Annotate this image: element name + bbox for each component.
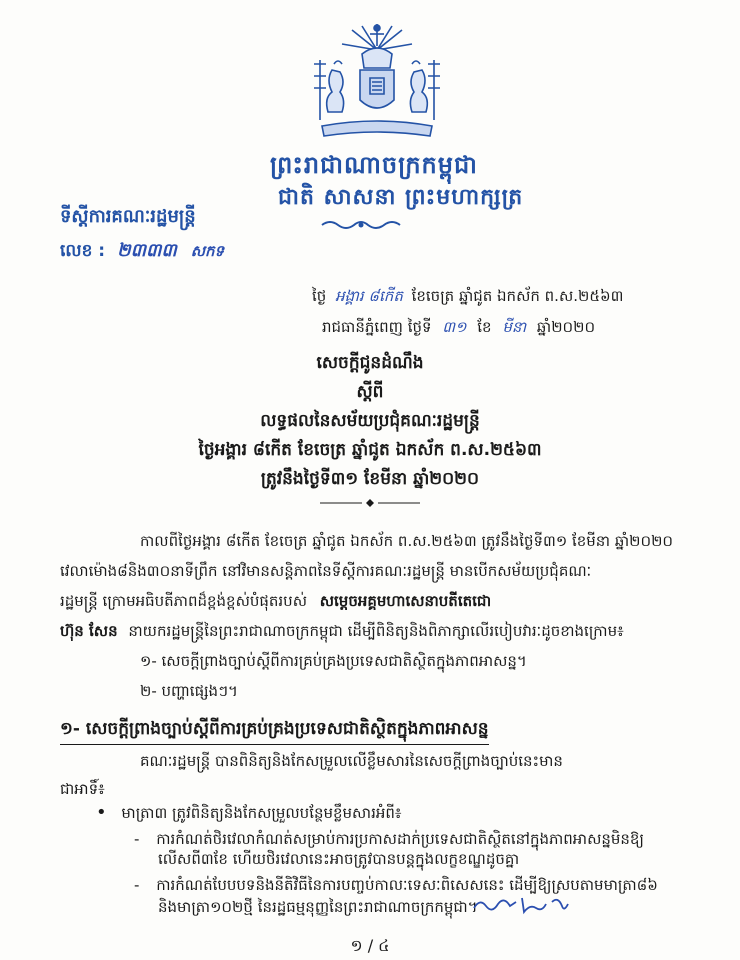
issuing-office: ទីស្តីការគណៈរដ្ឋមន្ត្រី <box>60 206 196 227</box>
date-handwritten-day: ៣១ <box>442 318 467 336</box>
intro-line-4-text: នាយករដ្ឋមន្ត្រីនៃព្រះរាជាណាចក្រកម្ពុជា ដើម្បីពិនិត្យនិងពិភាក្សាលើរបៀបវារៈដូចខាងក្រោម៖ <box>128 622 624 640</box>
title-divider <box>318 498 422 508</box>
notice-meeting-date-lunar: ថ្ងៃអង្គារ ៨កើត ខែចេត្រ ឆ្នាំជូត ឯកស័ក ព.ស.២៥៦៣ <box>198 440 542 460</box>
page-number: ១ / ៤ <box>350 936 390 955</box>
bullet-dot-icon: • <box>96 802 107 823</box>
date-handwritten-weekday: អង្គារ ៨កើត <box>335 287 403 305</box>
intro-line-4 <box>60 622 624 644</box>
gregorian-date-line <box>322 318 595 340</box>
date-handwritten-month: មីនា <box>502 318 527 336</box>
dash-marker-icon: - <box>134 830 140 848</box>
dash-marker-icon: - <box>134 876 140 894</box>
bullet-article-3-text: មាត្រា៣ ត្រូវពិនិត្យនិងកែសម្រួលបន្ថែមខ្លឹមសារអំពី៖ <box>121 804 402 822</box>
date-year: ឆ្នាំ២០២០ <box>536 318 596 336</box>
intro-line-1: កាលពីថ្ងៃអង្គារ ៨កើត ខែចេត្រ ឆ្នាំជូត ឯកស័ក ព.ស.២៥៦៣ ត្រូវនឹងថ្ងៃទី៣១ ខែមីនា ឆ្នាំ២០២០ <box>140 532 674 550</box>
national-motto: ជាតិ សាសនា ព្រះមហាក្សត្រ <box>278 185 524 210</box>
bullet-article-3 <box>96 802 402 826</box>
handwritten-initials-signature <box>470 892 570 916</box>
sub-item-2-line-1 <box>134 876 658 898</box>
notice-subject-label: ស្តីពី <box>356 382 384 402</box>
kingdom-heading: ព្រះរាជាណាចក្រកម្ពុជា <box>270 151 478 179</box>
intro-line-3 <box>60 592 491 614</box>
royal-coat-of-arms-emblem <box>312 20 442 144</box>
ornamental-divider <box>320 218 402 232</box>
sub-item-1-line-1 <box>134 830 644 852</box>
date-month-label: ខែ <box>477 318 492 336</box>
section-1-para-line-2: ជាអាទិ៍៖ <box>60 780 105 798</box>
agenda-item-2: ២- បញ្ហាផ្សេងៗ។ <box>140 682 238 700</box>
sub-item-2-text: ការកំណត់បែបបទនិងនីតិវិធីនៃការបញ្ចប់កាលៈទេសៈពិសេសនេះ ដើម្បីឱ្យស្របតាមមាត្រា៨៦ <box>156 876 658 894</box>
reference-number <box>60 238 224 265</box>
section-1-para-line-1: គណៈរដ្ឋមន្ត្រី បានពិនិត្យនិងកែសម្រួលលើខ្លឹមសារនៃសេចក្តីព្រាងច្បាប់នេះមាន <box>140 752 563 770</box>
notice-title: សេចក្តីជូនដំណឹង <box>316 353 424 373</box>
date-place-prefix: រាជធានីភ្នំពេញ ថ្ងៃទី <box>322 318 432 336</box>
sub-item-1-text: ការកំណត់ថិរវេលាកំណត់សម្រាប់ការប្រកាសដាក់ប្រទេសជាតិស្ថិតនៅក្នុងភាពអាសន្នមិនឱ្យ <box>156 830 644 848</box>
notice-meeting-date: ត្រូវនឹងថ្ងៃទី៣១ ខែមីនា ឆ្នាំ២០២០ <box>260 469 480 489</box>
notice-subject: លទ្ធផលនៃសម័យប្រជុំគណៈរដ្ឋមន្ត្រី <box>260 411 480 431</box>
prime-minister-title: សម្តេចអគ្គមហាសេនាបតីតេជោ <box>319 592 492 610</box>
reference-handwritten-number: ២៣៣៣ <box>117 240 177 261</box>
sub-item-1-line-2: លើសពី៣ខែ ហើយថិរវេលានេះអាចត្រូវបានបន្តក្នុងលក្ខខណ្ឌដូចគ្នា <box>158 850 520 868</box>
section-1-heading: ១- សេចក្តីព្រាងច្បាប់ស្តីពីការគ្រប់គ្រងប្រទេសជាតិស្ថិតក្នុងភាពអាសន្ន <box>60 718 489 745</box>
prime-minister-name: ហ៊ុន សែន <box>60 622 118 640</box>
date-lunar-suffix: ខែចេត្រ ឆ្នាំជូត ឯកស័ក ព.ស.២៥៦៣ <box>411 287 624 305</box>
date-day-prefix: ថ្ងៃ <box>312 287 327 305</box>
agenda-item-1: ១- សេចក្តីព្រាងច្បាប់ស្តីពីការគ្រប់គ្រងប្រទេសជាតិស្ថិតក្នុងភាពអាសន្ន។ <box>140 652 527 670</box>
reference-suffix: សកទ <box>190 242 225 260</box>
reference-label: លេខ : <box>60 241 106 261</box>
lunar-date-line <box>312 287 623 309</box>
sub-item-2-line-2: និងមាត្រា១០២ថ្មី នៃរដ្ឋធម្មនុញ្ញនៃព្រះរាជាណាចក្រកម្ពុជា។ <box>158 898 478 916</box>
intro-line-2: វេលាម៉ោង៨និង៣០នាទីព្រឹក នៅវិមានសន្តិភាពនៃទីស្តីការគណៈរដ្ឋមន្ត្រី មានបើកសម័យប្រជុំគណៈ <box>60 562 592 580</box>
intro-line-3-text: រដ្ឋមន្ត្រី ក្រោមអធិបតីភាពដ៏ខ្ពង់ខ្ពស់បំផុតរបស់ <box>60 592 307 610</box>
